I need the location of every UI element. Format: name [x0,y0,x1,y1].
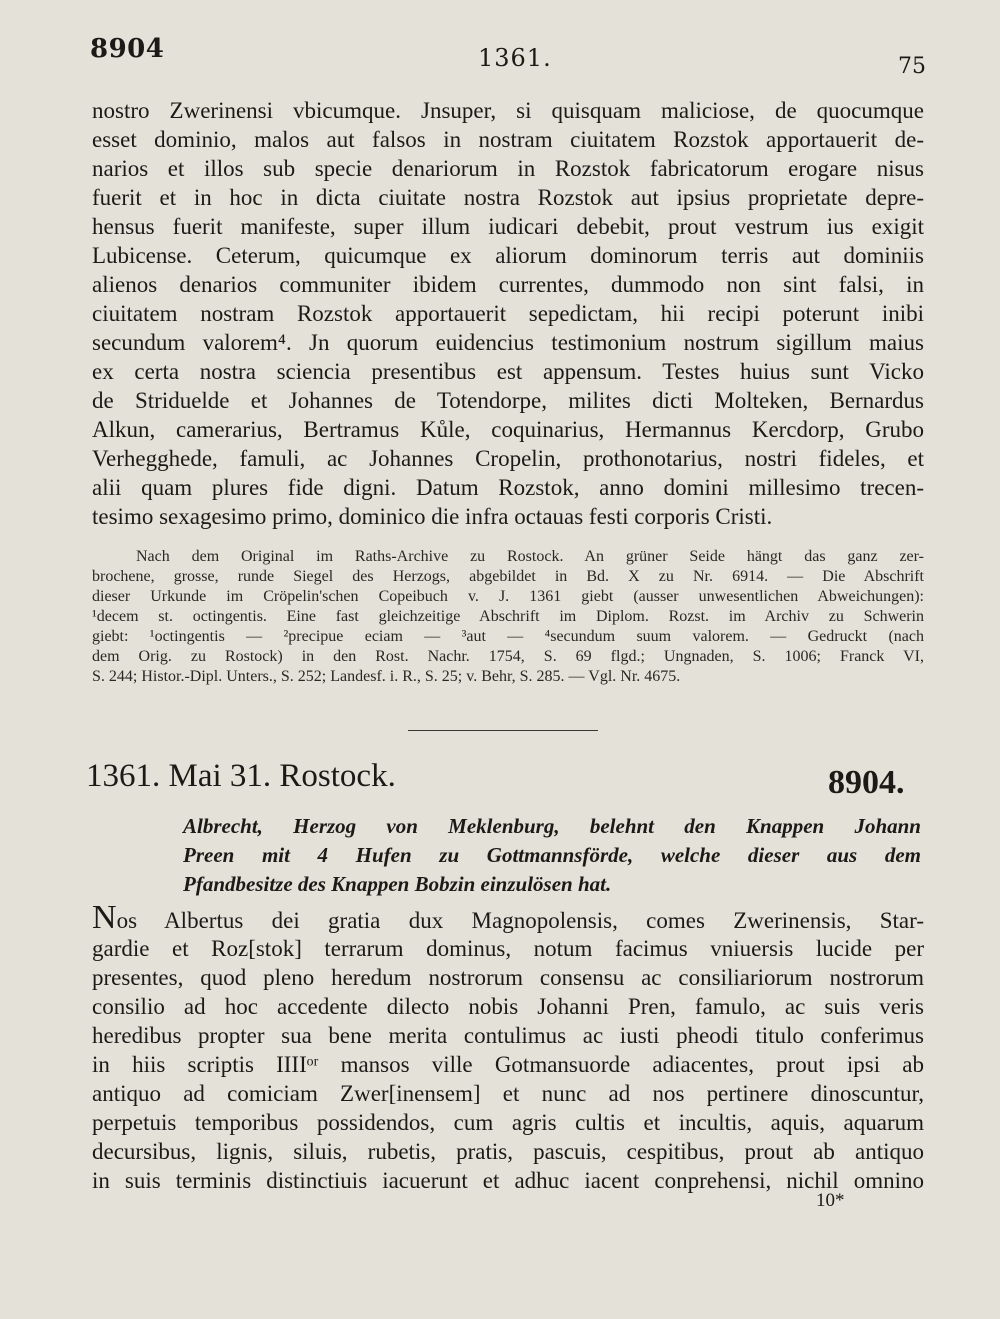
body-line: ex certa nostra sciencia presentibus est appensum. Testes huius sunt Vicko [92,359,924,384]
footnote-line: dieser Urkunde im Cröpelin'schen Copeibuch v. J. 1361 giebt (ausser unwesentlichen Abweichungen): [92,588,924,605]
charter-first-line-text: os Albertus dei gratia dux Magnopolensis, comes Zwerinensis, Star- [116,908,924,933]
body-line: Verhegghede, famuli, ac Johannes Cropelin, prothonotarius, nostri fideles, et [92,446,924,471]
body-line: Alkun, camerarius, Bertramus Kůle, coquinarius, Hermannus Kercdorp, Grubo [92,417,924,442]
summary-line: Pfandbesitze des Knappen Bobzin einzulösen hat. [183,872,612,896]
charter-line: in hiis scriptis IIIIᵒʳ mansos ville Gotmansuorde adiacentes, prout ipsi ab [92,1052,924,1077]
body-line: fuerit et in hoc in dicta ciuitate nostra Rozstok aut ipsius proprietate depre- [92,185,924,210]
header-page-number: 75 [898,54,926,79]
body-line: ciuitatem nostram Rozstok apportauerit sepedictam, hii recipi poterunt inibi [92,301,924,326]
body-line: alii quam plures fide digni. Datum Rozstok, anno domini millesimo trecen- [92,475,924,500]
charter-line: decursibus, lignis, siluis, rubetis, pratis, pascuis, cespitibus, prout ab antiquo [92,1139,924,1164]
charter-line: gardie et Roz[stok] terrarum dominus, notum facimus vniuersis lucide per [92,936,924,961]
section-number: 8904. [828,764,905,801]
charter-line: heredibus propter sua bene merita contulimus ac iusti pheodi titulo conferimus [92,1023,924,1048]
body-line: Lubicense. Ceterum, quicumque ex aliorum dominorum terris aut dominiis [92,243,924,268]
body-line: nostro Zwerinensi vbicumque. Jnsuper, si quisquam maliciose, de quocumque [92,98,924,123]
initial-letter: N [92,899,117,936]
body-line: alienos denarios communiter ibidem currentes, dummodo non sint falsi, in [92,272,924,297]
footnote-line: ¹decem st. octingentis. Eine fast gleichzeitige Abschrift im Diplom. Rozst. im Archiv zu Schwerin [92,608,924,625]
footnote-line: brochene, grosse, runde Siegel des Herzogs, abgebildet in Bd. X zu Nr. 6914. — Die Abschrift [92,568,924,585]
footnote-line: dem Orig. zu Rostock) in den Rost. Nachr. 1754, S. 69 flgd.; Ungnaden, S. 1006; Franck VI, [92,648,924,665]
charter-line: antiquo ad comiciam Zwer[inensem] et nunc ad nos pertinere dinoscuntur, [92,1081,924,1106]
body-line: de Striduelde et Johannes de Totendorpe, milites dicti Molteken, Bernardus [92,388,924,413]
footnote-line: S. 244; Histor.-Dipl. Unters., S. 252; Landesf. i. R., S. 25; v. Behr, S. 285. — Vgl. Nr. 4675. [92,668,681,685]
charter-first-line [92,899,924,936]
signature-mark: 10* [816,1190,845,1211]
body-line: narios et illos sub specie denariorum in Rozstok fabricatorum erogare nisus [92,156,924,181]
body-line: hensus fuerit manifeste, super illum iudicari debebit, prout vestrum ius exigit [92,214,924,239]
section-date-place: 1361. Mai 31. Rostock. [86,758,396,794]
charter-line: perpetuis temporibus possidendos, cum agris cultis et incultis, aquis, aquarum [92,1110,924,1135]
section-divider [408,730,598,731]
body-line: esset dominio, malos aut falsos in nostram ciuitatem Rozstok apportauerit de- [92,127,924,152]
header-year: 1361. [478,44,552,72]
summary-line: Preen mit 4 Hufen zu Gottmannsförde, welche dieser aus dem [183,843,921,867]
summary-line: Albrecht, Herzog von Meklenburg, belehnt den Knappen Johann [183,814,921,838]
body-line: secundum valorem⁴. Jn quorum euidencius testimonium nostrum sigillum maius [92,330,924,355]
footnote-line: Nach dem Original im Raths-Archive zu Rostock. An grüner Seide hängt das ganz zer- [136,548,924,565]
body-line: tesimo sexagesimo primo, dominico die infra octauas festi corporis Cristi. [92,504,773,529]
charter-line: in suis terminis distinctiuis iacuerunt et adhuc iacent conprehensi, nichil omnino [92,1168,924,1193]
charter-line: presentes, quod pleno heredum nostrorum consensu ac consiliariorum nostrorum [92,965,924,990]
footnote-line: giebt: ¹octingentis — ²precipue eciam — ³aut — ⁴secundum suum valorem. — Gedruckt (nach [92,628,924,645]
header-document-number: 8904 [90,34,165,64]
charter-line: consilio ad hoc accedente dilecto nobis Johanni Pren, famulo, ac suis veris [92,994,924,1019]
